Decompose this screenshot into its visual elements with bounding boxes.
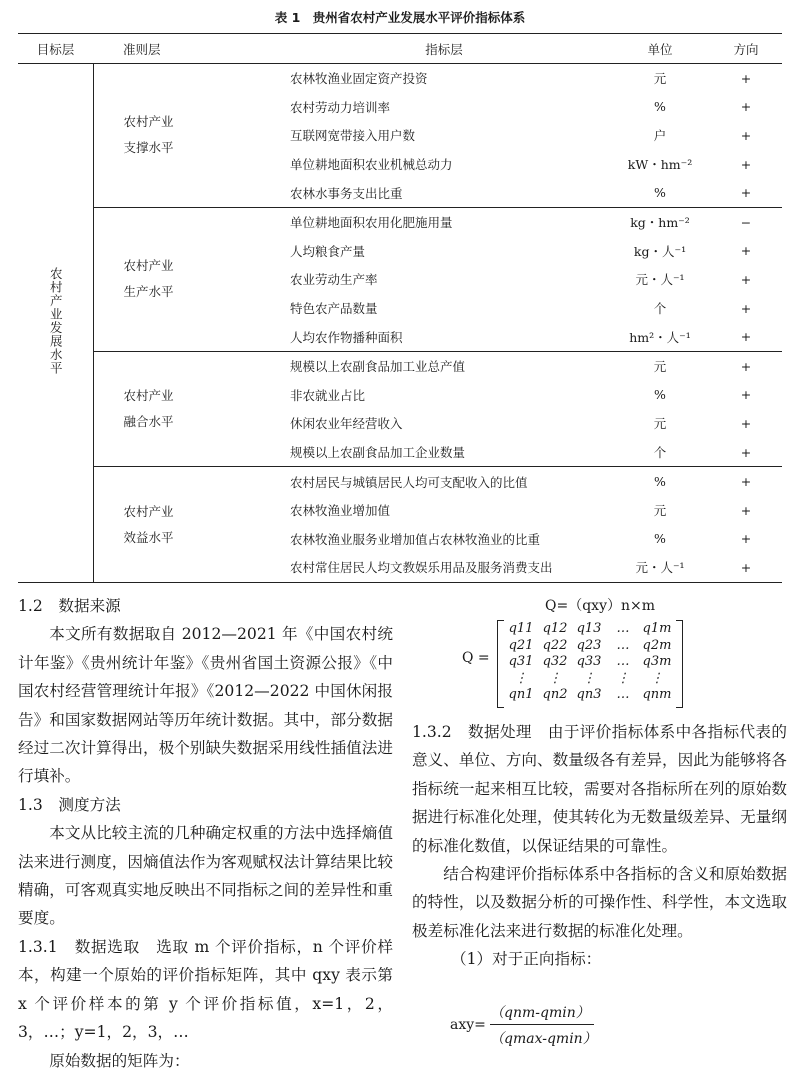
indicator-cell: 农林牧渔业服务业增加值占农林牧渔业的比重 — [290, 531, 541, 547]
direction-cell: + — [740, 415, 752, 431]
matrix-cell: … — [616, 637, 630, 653]
unit-cell: 元 — [610, 351, 710, 380]
unit-cell: % — [654, 387, 666, 403]
indicator-cell: 非农就业占比 — [290, 387, 366, 403]
left-column — [18, 592, 393, 1075]
unit-cell: 元・人⁻¹ — [635, 272, 685, 288]
indicator-cell: 农村劳动力培训率 — [290, 99, 391, 115]
matrix-cell: q22 — [542, 637, 568, 653]
matrix-cell: q11 — [508, 621, 534, 636]
indicator-cell: 单位耕地面积农业机械总动力 — [290, 157, 453, 173]
matrix-cell: q13 — [576, 621, 602, 636]
matrix-cell: q1m — [642, 621, 672, 636]
section-1-3-title: 1.3 测度方法 — [18, 795, 121, 814]
matrix-right-bracket — [676, 620, 683, 708]
matrix-cell: q2m — [642, 637, 672, 653]
header-criterion: 准则层 — [93, 34, 278, 64]
section-1-2-paragraph: 本文所有数据取自 2012—2021 年《中国农村统计年鉴》《贵州统计年鉴》《贵州省国土资源公报》《中国农村经营管理统计年报》《2012—2022 中国休闲报告》和国家数据网站等历年统计数据。其中，部分数据经过二次计算得出，极个别缺失数据采用线性插值法进行填补。 — [18, 625, 393, 786]
table-header-row — [18, 34, 782, 64]
indicator-cell: 人均农作物播种面积 — [290, 329, 403, 345]
indicator-cell: 农林牧渔业增加值 — [290, 503, 391, 519]
table-row — [18, 207, 782, 236]
matrix-label: Q = — [462, 650, 490, 666]
right-column — [412, 718, 787, 974]
section-1-2-title: 1.2 数据来源 — [18, 597, 121, 615]
section-1-3-1-paragraph: 1.3.1 数据选取 选取 m 个评价指标，n 个评价样本，构建一个原始的评价指标矩阵，其中 qxy 表示第 x 个评价样本的第 y 个评价指标值，x=1，2，3，…；y=1，2，3，… — [18, 937, 393, 1042]
unit-cell: 个 — [653, 445, 667, 461]
direction-cell: + — [740, 243, 752, 259]
table-caption: 表 1 贵州省农村产业发展水平评价指标体系 — [274, 10, 526, 25]
table-row — [18, 467, 782, 496]
direction-cell: + — [740, 156, 752, 172]
direction-cell: + — [740, 502, 752, 518]
direction-cell: + — [740, 387, 752, 403]
unit-cell: 户 — [653, 128, 667, 144]
indicator-cell: 休闲农业年经营收入 — [290, 416, 403, 432]
unit-cell: kW・hm⁻² — [627, 157, 693, 173]
matrix-cell: q12 — [542, 621, 568, 636]
direction-cell: + — [740, 329, 752, 345]
criterion-cell: 农村产业 生产水平 — [93, 207, 278, 351]
direction-cell: + — [740, 127, 752, 143]
direction-cell: + — [740, 271, 752, 287]
equation-q: Q=（qxy）n×m — [545, 598, 655, 614]
direction-cell: + — [740, 70, 752, 86]
header-indicator: 指标层 — [278, 34, 610, 64]
formula-denominator: （qmax-qmin） — [490, 1031, 597, 1047]
header-unit: 单位 — [610, 34, 710, 64]
unit-cell: % — [610, 467, 710, 496]
indicator-cell: 规模以上农副食品加工业总产值 — [278, 351, 610, 380]
matrix-cell: qn3 — [576, 687, 602, 702]
indicator-cell: 特色农产品数量 — [290, 301, 378, 317]
indicator-cell: 单位耕地面积农用化肥施用量 — [278, 207, 610, 236]
matrix-intro: 原始数据的矩阵为： — [49, 1051, 190, 1070]
table-row — [18, 351, 782, 380]
matrix-cell: … — [616, 621, 630, 636]
matrix-cell: … — [616, 687, 630, 702]
goal-label: 农村产业发展水平 — [48, 267, 64, 376]
matrix-cell: q33 — [576, 654, 602, 669]
unit-cell: % — [654, 185, 666, 201]
matrix-cell: q32 — [542, 654, 568, 669]
unit-cell: kg・人⁻¹ — [633, 243, 687, 259]
indicator-cell: 农林牧渔业固定资产投资 — [290, 71, 428, 87]
criterion-cell: 农村产业 效益水平 — [93, 467, 278, 582]
matrix-cell: qnm — [642, 687, 672, 702]
indicator-cell: 人均粮食产量 — [290, 243, 366, 259]
matrix-cell: ⋮ — [514, 670, 528, 686]
formula-numerator: （qnm-qmin） — [490, 1005, 590, 1021]
direction-cell: + — [710, 351, 782, 380]
matrix-cell: qn2 — [542, 687, 568, 702]
paragraph-method: 结合构建评价指标体系中各指标的含义和原始数据的特性，以及数据分析的可操作性、科学性，本文选取极差标准化法来进行数据的标准化处理。 — [412, 865, 787, 940]
header-goal: 目标层 — [18, 34, 93, 64]
direction-cell: + — [740, 300, 752, 316]
indicator-cell: 农村居民与城镇居民人均可支配收入的比值 — [278, 467, 610, 496]
unit-cell: % — [654, 531, 666, 547]
formula-fraction-bar — [490, 1024, 594, 1025]
matrix-cell: qn1 — [508, 687, 534, 702]
table-row — [18, 64, 782, 93]
unit-cell: kg・hm⁻² — [610, 207, 710, 236]
unit-cell: 元 — [653, 71, 667, 87]
header-direction: 方向 — [710, 34, 782, 64]
direction-cell: + — [740, 99, 752, 115]
direction-cell: + — [710, 553, 782, 582]
matrix-cell: ⋮ — [582, 670, 596, 686]
indicator-cell: 农业劳动生产率 — [290, 272, 378, 288]
matrix-cell: q23 — [576, 637, 602, 653]
matrix-cell: q31 — [508, 654, 534, 669]
goal-cell — [18, 64, 93, 583]
section-1-3-2-paragraph: 1.3.2 数据处理 由于评价指标体系中各指标代表的意义、单位、方向、数量级各有差异，因此为能够将各指标统一起来相互比较，需要对各指标所在列的原始数据进行标准化处理，使其转化为无数量级差异、无量纲的标准化数值，以保证结果的可靠性。 — [412, 723, 787, 855]
indicator-cell: 规模以上农副食品加工企业数量 — [290, 445, 466, 461]
section-1-3-paragraph: 本文从比较主流的几种确定权重的方法中选择熵值法来进行测度，因熵值法作为客观赋权法计算结果比较精确，可客观真实地反映出不同指标之间的差异性和重要度。 — [18, 824, 393, 928]
matrix-cell: ⋮ — [548, 670, 562, 686]
indicator-cell: 农林水事务支出比重 — [290, 185, 403, 201]
direction-cell: − — [710, 207, 782, 236]
indicator-cell: 农村常住居民人均文教娱乐用品及服务消费支出 — [278, 553, 610, 582]
unit-cell: hm²・人⁻¹ — [629, 329, 691, 345]
unit-cell: 元 — [653, 416, 667, 432]
unit-cell: 个 — [653, 301, 667, 317]
positive-indicator-title: （1）对于正向指标： — [451, 950, 602, 969]
matrix-cell: ⋮ — [650, 670, 664, 686]
indicator-cell: 互联网宽带接入用户数 — [290, 128, 416, 144]
unit-cell: % — [654, 99, 666, 115]
direction-cell: + — [740, 531, 752, 547]
indicator-table — [18, 33, 782, 583]
matrix-cell: q21 — [508, 637, 534, 653]
direction-cell: + — [740, 185, 752, 201]
matrix-cell: … — [616, 654, 630, 669]
matrix-cell: q3m — [642, 654, 672, 669]
unit-cell: 元・人⁻¹ — [610, 553, 710, 582]
direction-cell: + — [740, 444, 752, 460]
unit-cell: 元 — [653, 503, 667, 519]
formula-lhs: axy= — [450, 1017, 486, 1033]
direction-cell: + — [710, 467, 782, 496]
criterion-cell: 农村产业 融合水平 — [93, 351, 278, 466]
matrix-cell: ⋮ — [616, 670, 630, 686]
criterion-cell: 农村产业 支撑水平 — [123, 114, 174, 156]
